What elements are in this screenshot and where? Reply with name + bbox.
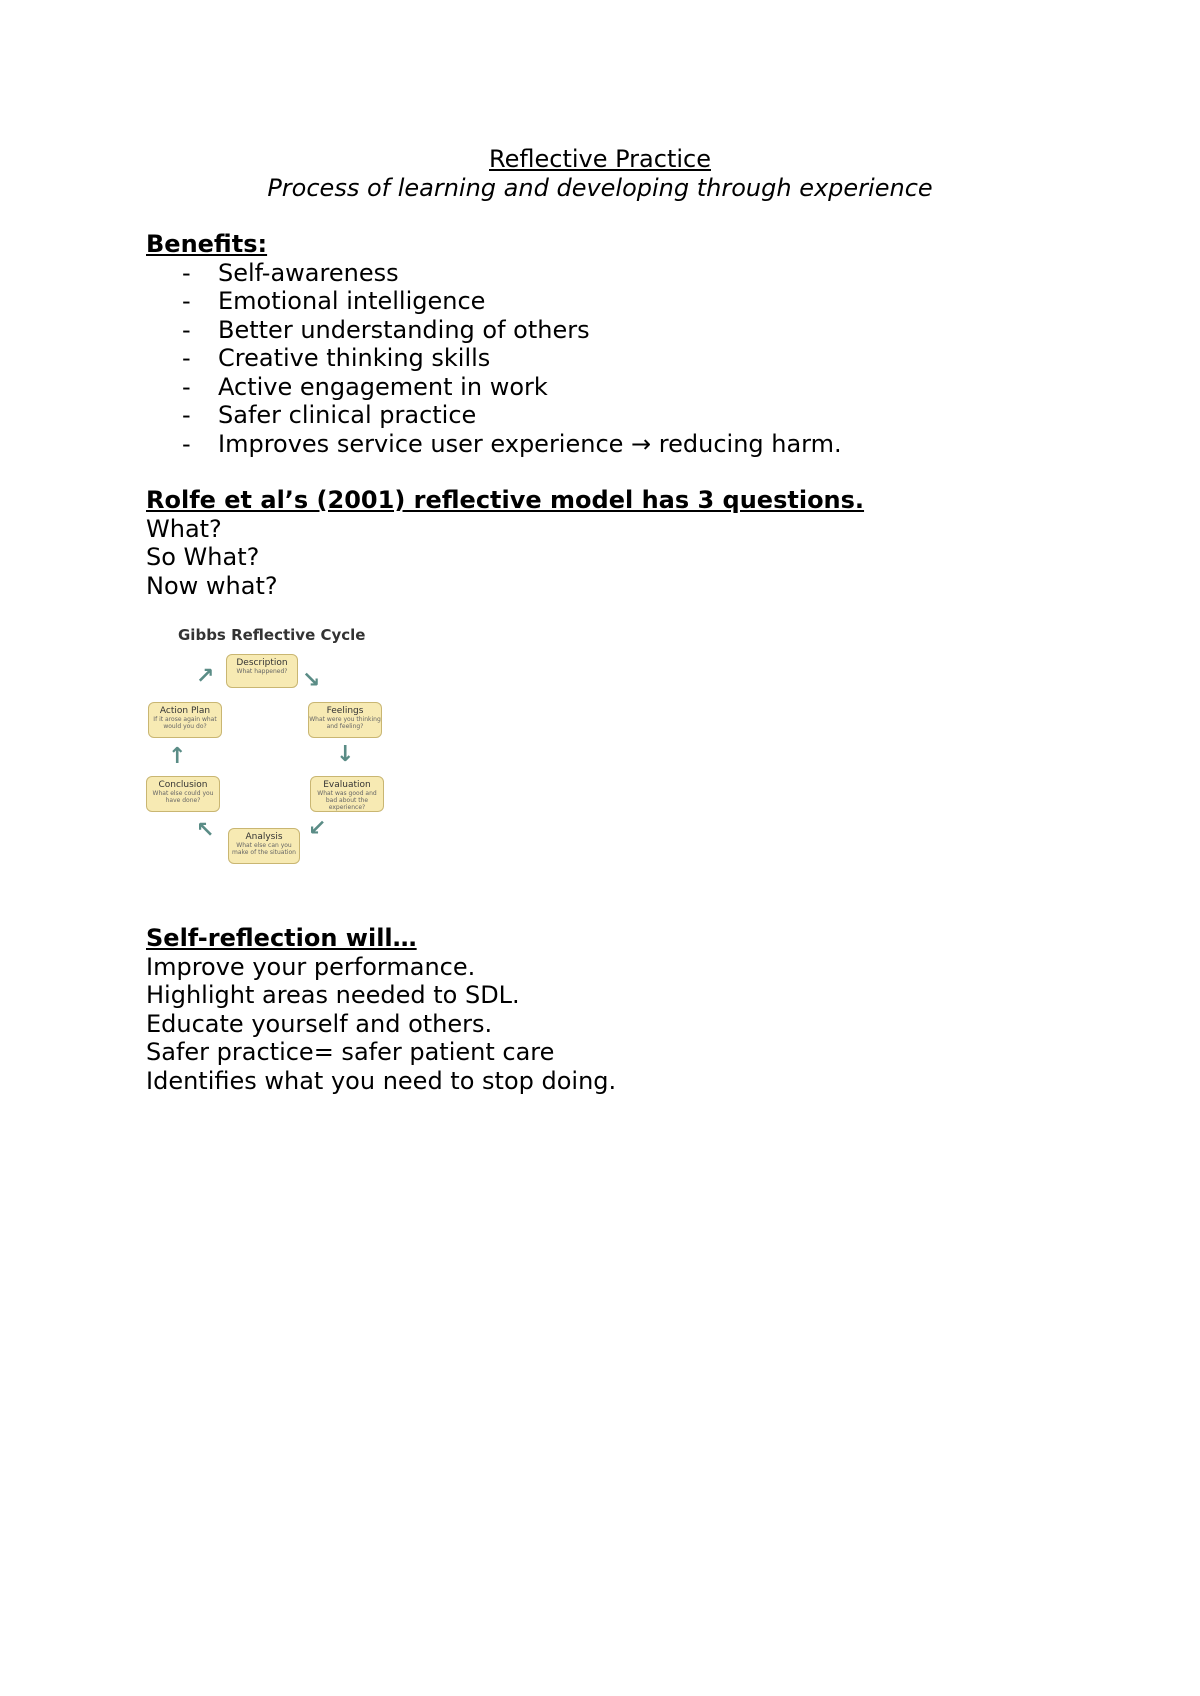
dash-bullet: - bbox=[182, 287, 191, 315]
cycle-arrow-icon: ↗ bbox=[196, 664, 215, 689]
benefits-heading: Benefits: bbox=[146, 230, 268, 258]
node-label: Description bbox=[236, 658, 288, 668]
list-item-text: Emotional intelligence bbox=[218, 287, 486, 315]
cycle-node-description bbox=[226, 654, 298, 688]
node-label: Analysis bbox=[245, 832, 283, 842]
self-reflection-heading: Self-reflection will… bbox=[146, 924, 417, 952]
list-item-text: Active engagement in work bbox=[218, 372, 548, 401]
question-line: Now what? bbox=[146, 571, 278, 600]
dash-bullet: - bbox=[182, 258, 191, 287]
reflection-line: Safer practice= safer patient care bbox=[146, 1038, 555, 1066]
page-title: Reflective Practice bbox=[489, 145, 711, 173]
list-item bbox=[146, 401, 842, 430]
node-sub: What was good and bad about the experience? bbox=[317, 790, 377, 811]
list-item bbox=[146, 316, 842, 345]
figure-title: Gibbs Reflective Cycle bbox=[178, 626, 366, 644]
dash-bullet: - bbox=[182, 372, 191, 401]
list-item-text: Better understanding of others bbox=[218, 315, 590, 344]
cycle-node-conclusion bbox=[146, 776, 220, 812]
node-sub: What happened? bbox=[236, 668, 288, 675]
cycle-arrow-icon: ↙ bbox=[308, 816, 327, 841]
node-label: Feelings bbox=[326, 706, 364, 716]
benefits-list bbox=[146, 259, 842, 459]
list-item-text: Creative thinking skills bbox=[218, 344, 491, 372]
node-sub: What else could you have done? bbox=[152, 790, 214, 804]
node-label: Evaluation bbox=[323, 780, 371, 790]
node-label: Conclusion bbox=[158, 780, 208, 790]
cycle-node-action-plan bbox=[148, 702, 222, 738]
list-item bbox=[146, 344, 842, 373]
dash-bullet: - bbox=[182, 401, 191, 429]
cycle-arrow-icon: ↖ bbox=[196, 818, 215, 843]
reflection-line: Highlight areas needed to SDL. bbox=[146, 981, 520, 1009]
question-line: So What? bbox=[146, 543, 260, 571]
cycle-node-analysis bbox=[228, 828, 300, 864]
rolfe-heading: Rolfe et al’s (2001) reflective model has 3 questions. bbox=[146, 486, 865, 514]
benefits-section bbox=[146, 230, 842, 458]
list-item bbox=[146, 430, 842, 459]
node-sub: What else can you make of the situation bbox=[232, 842, 296, 856]
gibbs-cycle-figure bbox=[142, 622, 394, 872]
cycle-arrow-icon: ↘ bbox=[302, 668, 321, 693]
list-item-text: Improves service user experience → reducing harm. bbox=[218, 429, 842, 458]
cycle-node-feelings bbox=[308, 702, 382, 738]
dash-bullet: - bbox=[182, 429, 191, 458]
node-sub: What were you thinking and feeling? bbox=[309, 716, 381, 730]
node-label: Action Plan bbox=[159, 706, 211, 716]
self-reflection-section bbox=[146, 924, 616, 1095]
dash-bullet: - bbox=[182, 315, 191, 344]
question-line: What? bbox=[146, 514, 222, 543]
list-item bbox=[146, 373, 842, 402]
cycle-arrow-icon: ↑ bbox=[168, 744, 187, 769]
reflection-line: Identifies what you need to stop doing. bbox=[146, 1066, 617, 1095]
node-sub: If it arose again what would you do? bbox=[153, 716, 217, 730]
dash-bullet: - bbox=[182, 344, 191, 372]
cycle-node-evaluation bbox=[310, 776, 384, 812]
list-item-text: Self-awareness bbox=[218, 258, 399, 287]
list-item bbox=[146, 287, 842, 316]
list-item bbox=[146, 259, 842, 288]
page-subtitle: Process of learning and developing through experience bbox=[267, 174, 933, 202]
reflection-line: Improve your performance. bbox=[146, 952, 476, 981]
rolfe-section bbox=[146, 486, 864, 600]
cycle-arrow-icon: ↓ bbox=[336, 742, 355, 767]
list-item-text: Safer clinical practice bbox=[218, 401, 477, 429]
reflection-line: Educate yourself and others. bbox=[146, 1009, 493, 1038]
